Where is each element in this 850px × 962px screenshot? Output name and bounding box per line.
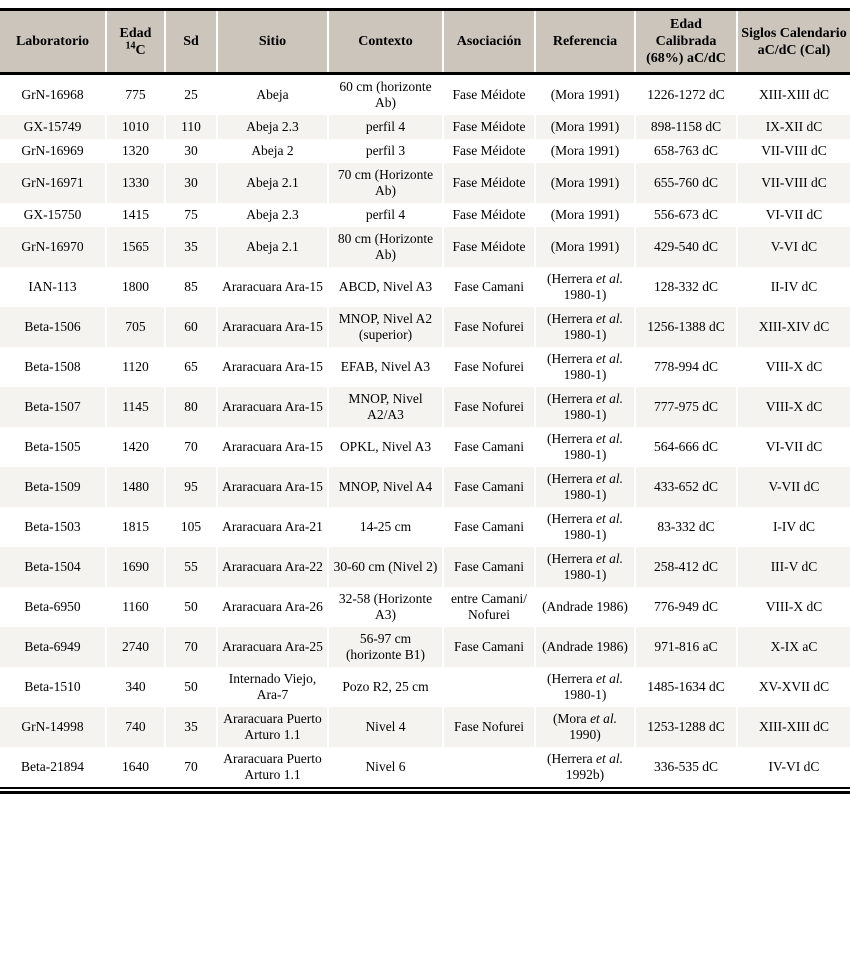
cell-referencia (535, 627, 635, 667)
cell-edad-calibrada: 777-975 dC (635, 387, 737, 427)
reference-text: (Andrade 1986) (542, 599, 628, 614)
cell-edad-14c: 1010 (106, 115, 165, 139)
col-header-sd (165, 10, 217, 74)
col-header-label: Edad Calibrada (68%) aC/dC (646, 17, 726, 66)
cell-sd: 50 (165, 587, 217, 627)
cell-sd: 65 (165, 347, 217, 387)
reference-text: (Herrera (546, 391, 597, 406)
cell-asociacion: Fase Nofurei (443, 307, 535, 347)
cell-sitio: Araracuara Puerto Arturo 1.1 (217, 707, 328, 747)
cell-asociacion: Fase Camani (443, 427, 535, 467)
cell-contexto: Pozo R2, 25 cm (328, 667, 443, 707)
reference-text: (Mora 1991) (550, 87, 620, 102)
cell-laboratorio: Beta-6949 (0, 627, 106, 667)
cell-siglos-calendario: XIII-XIII dC (737, 707, 850, 747)
cell-sd: 95 (165, 467, 217, 507)
table-row (0, 115, 850, 139)
cell-siglos-calendario: IV-VI dC (737, 747, 850, 787)
reference-text: (Mora 1991) (550, 143, 620, 158)
cell-sd: 70 (165, 427, 217, 467)
cell-siglos-calendario: VII-VIII dC (737, 139, 850, 163)
cell-asociacion: Fase Méidote (443, 163, 535, 203)
cell-sd: 80 (165, 387, 217, 427)
reference-et-al-italic: et al. (596, 311, 624, 326)
reference-et-al-italic: et al. (596, 671, 624, 686)
cell-edad-calibrada: 83-332 dC (635, 507, 737, 547)
radiocarbon-dates-table (0, 8, 850, 787)
cell-siglos-calendario: VIII-X dC (737, 587, 850, 627)
reference-text: 1980-1) (563, 687, 607, 702)
table-row (0, 627, 850, 667)
cell-sitio: Internado Viejo, Ara-7 (217, 667, 328, 707)
col-header-label: Edad (119, 25, 152, 41)
reference-text: 1990) (569, 727, 601, 742)
table-body (0, 74, 850, 788)
reference-text: 1992b) (565, 767, 605, 782)
cell-asociacion: Fase Nofurei (443, 347, 535, 387)
cell-edad-14c: 1640 (106, 747, 165, 787)
cell-edad-14c: 1800 (106, 267, 165, 307)
reference-text: (Herrera (546, 311, 597, 326)
table-row (0, 467, 850, 507)
cell-referencia (535, 115, 635, 139)
cell-sitio: Araracuara Ara-26 (217, 587, 328, 627)
reference-text: 1980-1) (563, 527, 607, 542)
reference-text: 1980-1) (563, 407, 607, 422)
cell-asociacion: Fase Méidote (443, 203, 535, 227)
cell-sd: 50 (165, 667, 217, 707)
cell-referencia (535, 667, 635, 707)
cell-edad-14c: 1160 (106, 587, 165, 627)
reference-et-al-italic: et al. (596, 471, 624, 486)
table-row (0, 227, 850, 267)
cell-asociacion: entre Camani/ Nofurei (443, 587, 535, 627)
cell-sitio: Araracuara Ara-15 (217, 267, 328, 307)
col-header-label: Referencia (552, 34, 618, 49)
cell-sd: 85 (165, 267, 217, 307)
cell-sitio: Araracuara Ara-15 (217, 347, 328, 387)
cell-edad-calibrada: 778-994 dC (635, 347, 737, 387)
cell-asociacion: Fase Camani (443, 627, 535, 667)
reference-text: (Mora 1991) (550, 119, 620, 134)
cell-siglos-calendario: IX-XII dC (737, 115, 850, 139)
cell-asociacion: Fase Camani (443, 467, 535, 507)
cell-contexto: 30-60 cm (Nivel 2) (328, 547, 443, 587)
reference-text: 1980-1) (563, 567, 607, 582)
cell-laboratorio: GrN-16970 (0, 227, 106, 267)
table-row (0, 74, 850, 116)
table-row (0, 387, 850, 427)
cell-sitio: Araracuara Ara-22 (217, 547, 328, 587)
cell-sitio: Araracuara Ara-21 (217, 507, 328, 547)
cell-sd: 70 (165, 627, 217, 667)
cell-referencia (535, 74, 635, 116)
table-row (0, 547, 850, 587)
table-row (0, 307, 850, 347)
cell-edad-14c: 340 (106, 667, 165, 707)
cell-contexto: perfil 4 (328, 115, 443, 139)
cell-referencia (535, 387, 635, 427)
col-header-label: Sd (183, 34, 199, 49)
cell-edad-14c: 1320 (106, 139, 165, 163)
reference-et-al-italic: et al. (596, 391, 624, 406)
cell-sitio: Araracuara Ara-15 (217, 467, 328, 507)
reference-et-al-italic: et al. (596, 431, 624, 446)
cell-siglos-calendario: V-VI dC (737, 227, 850, 267)
cell-edad-calibrada: 258-412 dC (635, 547, 737, 587)
cell-sd: 60 (165, 307, 217, 347)
cell-referencia (535, 139, 635, 163)
cell-sd: 55 (165, 547, 217, 587)
col-header-siglos-calendario (737, 10, 850, 74)
cell-siglos-calendario: VIII-X dC (737, 347, 850, 387)
cell-sd: 30 (165, 139, 217, 163)
col-header-label: Asociación (456, 34, 522, 49)
table-row (0, 747, 850, 787)
cell-siglos-calendario: I-IV dC (737, 507, 850, 547)
reference-text: 1980-1) (563, 287, 607, 302)
col-header-asociacion (443, 10, 535, 74)
reference-et-al-italic: et al. (596, 271, 624, 286)
table-row (0, 667, 850, 707)
cell-contexto: 70 cm (Horizonte Ab) (328, 163, 443, 203)
cell-sd: 25 (165, 74, 217, 116)
table-row (0, 587, 850, 627)
cell-edad-calibrada: 1485-1634 dC (635, 667, 737, 707)
reference-text: (Herrera (546, 351, 597, 366)
table-row (0, 427, 850, 467)
cell-referencia (535, 427, 635, 467)
cell-sd: 30 (165, 163, 217, 203)
col-header-contexto (328, 10, 443, 74)
cell-edad-14c: 1815 (106, 507, 165, 547)
table-row (0, 203, 850, 227)
cell-siglos-calendario: XIII-XIV dC (737, 307, 850, 347)
cell-referencia (535, 163, 635, 203)
cell-contexto: Nivel 4 (328, 707, 443, 747)
col-header-label: Siglos Calendario aC/dC (Cal) (741, 25, 847, 58)
reference-text: (Mora 1991) (550, 239, 620, 254)
cell-referencia (535, 227, 635, 267)
cell-edad-calibrada: 128-332 dC (635, 267, 737, 307)
cell-siglos-calendario: VI-VII dC (737, 427, 850, 467)
cell-siglos-calendario: VI-VII dC (737, 203, 850, 227)
cell-sitio: Araracuara Ara-25 (217, 627, 328, 667)
cell-contexto: ABCD, Nivel A3 (328, 267, 443, 307)
cell-contexto: Nivel 6 (328, 747, 443, 787)
table-header-row (0, 10, 850, 74)
reference-text: (Herrera (546, 271, 597, 286)
table-header (0, 10, 850, 74)
cell-referencia (535, 707, 635, 747)
cell-asociacion: Fase Nofurei (443, 707, 535, 747)
cell-contexto: 32-58 (Horizonte A3) (328, 587, 443, 627)
cell-siglos-calendario: V-VII dC (737, 467, 850, 507)
cell-asociacion (443, 667, 535, 707)
cell-edad-14c: 1330 (106, 163, 165, 203)
cell-laboratorio: IAN-113 (0, 267, 106, 307)
table-row (0, 347, 850, 387)
cell-edad-calibrada: 556-673 dC (635, 203, 737, 227)
reference-text: (Mora 1991) (550, 207, 620, 222)
cell-referencia (535, 467, 635, 507)
col-header-label: Contexto (358, 34, 413, 49)
cell-laboratorio: Beta-1504 (0, 547, 106, 587)
cell-asociacion: Fase Camani (443, 507, 535, 547)
reference-et-al-italic: et al. (596, 351, 624, 366)
cell-edad-calibrada: 971-816 aC (635, 627, 737, 667)
cell-referencia (535, 267, 635, 307)
cell-siglos-calendario: XV-XVII dC (737, 667, 850, 707)
cell-edad-calibrada: 336-535 dC (635, 747, 737, 787)
cell-contexto: 56-97 cm (horizonte B1) (328, 627, 443, 667)
cell-contexto: MNOP, Nivel A2/A3 (328, 387, 443, 427)
cell-siglos-calendario: II-IV dC (737, 267, 850, 307)
cell-edad-calibrada: 1253-1288 dC (635, 707, 737, 747)
cell-edad-14c: 775 (106, 74, 165, 116)
cell-referencia (535, 347, 635, 387)
cell-edad-calibrada: 776-949 dC (635, 587, 737, 627)
cell-edad-calibrada: 429-540 dC (635, 227, 737, 267)
reference-text: (Herrera (546, 511, 597, 526)
cell-laboratorio: Beta-1503 (0, 507, 106, 547)
cell-laboratorio: GrN-16968 (0, 74, 106, 116)
reference-text: (Mora (552, 711, 591, 726)
cell-sitio: Abeja 2.1 (217, 163, 328, 203)
cell-edad-14c: 705 (106, 307, 165, 347)
reference-text: (Herrera (546, 751, 597, 766)
cell-laboratorio: GrN-14998 (0, 707, 106, 747)
reference-text: (Herrera (546, 551, 597, 566)
col-header-sitio (217, 10, 328, 74)
cell-siglos-calendario: X-IX aC (737, 627, 850, 667)
reference-text: 1980-1) (563, 447, 607, 462)
cell-sitio: Araracuara Ara-15 (217, 427, 328, 467)
cell-contexto: 80 cm (Horizonte Ab) (328, 227, 443, 267)
reference-text: 1980-1) (563, 487, 607, 502)
cell-sd: 110 (165, 115, 217, 139)
cell-asociacion: Fase Camani (443, 547, 535, 587)
cell-laboratorio: Beta-1507 (0, 387, 106, 427)
cell-referencia (535, 747, 635, 787)
cell-contexto: 60 cm (horizonte Ab) (328, 74, 443, 116)
cell-edad-14c: 1690 (106, 547, 165, 587)
cell-asociacion: Fase Camani (443, 267, 535, 307)
table-bottom-rule (0, 787, 850, 794)
cell-edad-14c: 1120 (106, 347, 165, 387)
cell-contexto: OPKL, Nivel A3 (328, 427, 443, 467)
cell-edad-14c: 740 (106, 707, 165, 747)
cell-laboratorio: Beta-1508 (0, 347, 106, 387)
cell-sitio: Araracuara Ara-15 (217, 387, 328, 427)
cell-laboratorio: GrN-16969 (0, 139, 106, 163)
cell-edad-calibrada: 655-760 dC (635, 163, 737, 203)
reference-et-al-italic: et al. (590, 711, 618, 726)
reference-text: (Andrade 1986) (542, 639, 628, 654)
cell-siglos-calendario: VIII-X dC (737, 387, 850, 427)
cell-edad-14c: 1480 (106, 467, 165, 507)
cell-laboratorio: Beta-1510 (0, 667, 106, 707)
col-header-label: C (135, 42, 146, 58)
cell-sd: 75 (165, 203, 217, 227)
cell-asociacion: Fase Nofurei (443, 387, 535, 427)
cell-sd: 35 (165, 227, 217, 267)
cell-contexto: 14-25 cm (328, 507, 443, 547)
superscript-14: 14 (125, 39, 136, 51)
cell-edad-14c: 1415 (106, 203, 165, 227)
col-header-edad-14c (106, 10, 165, 74)
cell-edad-14c: 1420 (106, 427, 165, 467)
cell-sitio: Araracuara Puerto Arturo 1.1 (217, 747, 328, 787)
cell-contexto: perfil 3 (328, 139, 443, 163)
reference-et-al-italic: et al. (596, 751, 624, 766)
cell-sitio: Araracuara Ara-15 (217, 307, 328, 347)
reference-text: (Herrera (546, 671, 597, 686)
table-row (0, 267, 850, 307)
cell-sd: 35 (165, 707, 217, 747)
table-row (0, 139, 850, 163)
cell-edad-calibrada: 898-1158 dC (635, 115, 737, 139)
cell-laboratorio: Beta-1506 (0, 307, 106, 347)
cell-referencia (535, 547, 635, 587)
bottom-rule-thick-line (0, 791, 850, 794)
cell-contexto: MNOP, Nivel A2 (superior) (328, 307, 443, 347)
reference-text: (Mora 1991) (550, 175, 620, 190)
cell-referencia (535, 587, 635, 627)
cell-laboratorio: GX-15750 (0, 203, 106, 227)
cell-laboratorio: Beta-6950 (0, 587, 106, 627)
reference-et-al-italic: et al. (596, 551, 624, 566)
col-header-edad-calibrada (635, 10, 737, 74)
cell-laboratorio: Beta-1505 (0, 427, 106, 467)
cell-laboratorio: GrN-16971 (0, 163, 106, 203)
cell-edad-calibrada: 1226-1272 dC (635, 74, 737, 116)
table-row (0, 163, 850, 203)
reference-text: (Herrera (546, 431, 597, 446)
cell-referencia (535, 507, 635, 547)
cell-referencia (535, 307, 635, 347)
table-row (0, 507, 850, 547)
cell-asociacion: Fase Méidote (443, 227, 535, 267)
cell-sitio: Abeja 2.1 (217, 227, 328, 267)
reference-text: 1980-1) (563, 367, 607, 382)
cell-sitio: Abeja 2 (217, 139, 328, 163)
cell-edad-calibrada: 564-666 dC (635, 427, 737, 467)
cell-sitio: Abeja 2.3 (217, 115, 328, 139)
cell-asociacion: Fase Méidote (443, 139, 535, 163)
col-header-laboratorio (0, 10, 106, 74)
cell-sd: 70 (165, 747, 217, 787)
cell-sd: 105 (165, 507, 217, 547)
cell-siglos-calendario: VII-VIII dC (737, 163, 850, 203)
cell-sitio: Abeja (217, 74, 328, 116)
reference-text: (Herrera (546, 471, 597, 486)
table-row (0, 707, 850, 747)
cell-laboratorio: GX-15749 (0, 115, 106, 139)
col-header-label: Sitio (258, 34, 287, 49)
cell-laboratorio: Beta-21894 (0, 747, 106, 787)
cell-contexto: EFAB, Nivel A3 (328, 347, 443, 387)
cell-edad-14c: 2740 (106, 627, 165, 667)
cell-asociacion: Fase Méidote (443, 74, 535, 116)
cell-referencia (535, 203, 635, 227)
cell-edad-14c: 1145 (106, 387, 165, 427)
cell-sitio: Abeja 2.3 (217, 203, 328, 227)
cell-contexto: perfil 4 (328, 203, 443, 227)
cell-edad-calibrada: 433-652 dC (635, 467, 737, 507)
cell-contexto: MNOP, Nivel A4 (328, 467, 443, 507)
cell-edad-calibrada: 1256-1388 dC (635, 307, 737, 347)
cell-edad-calibrada: 658-763 dC (635, 139, 737, 163)
reference-et-al-italic: et al. (596, 511, 624, 526)
col-header-label: Laboratorio (15, 34, 90, 49)
cell-asociacion: Fase Méidote (443, 115, 535, 139)
reference-text: 1980-1) (563, 327, 607, 342)
col-header-referencia (535, 10, 635, 74)
cell-edad-14c: 1565 (106, 227, 165, 267)
cell-laboratorio: Beta-1509 (0, 467, 106, 507)
cell-siglos-calendario: XIII-XIII dC (737, 74, 850, 116)
cell-asociacion (443, 747, 535, 787)
cell-siglos-calendario: III-V dC (737, 547, 850, 587)
